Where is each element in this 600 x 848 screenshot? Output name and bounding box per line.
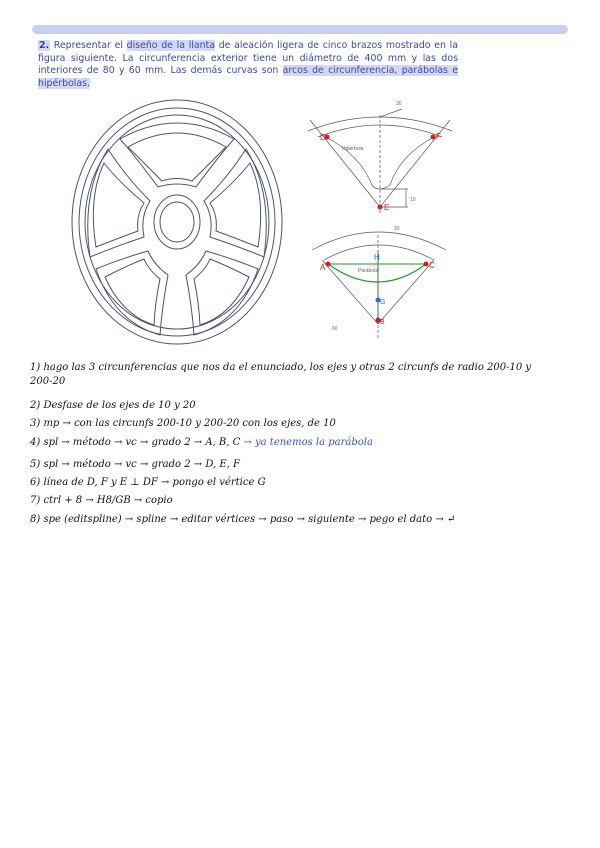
parabola-detail bbox=[310, 220, 450, 345]
svg-text:60: 60 bbox=[332, 326, 338, 332]
wheel-drawing bbox=[68, 97, 288, 355]
point-H: H bbox=[374, 253, 380, 262]
point-C: C bbox=[429, 261, 435, 270]
point-B: B bbox=[380, 319, 385, 326]
parabola-label: Parábola bbox=[358, 268, 379, 274]
svg-text:20: 20 bbox=[394, 226, 400, 232]
point-D: D bbox=[320, 133, 326, 142]
point-A: A bbox=[320, 263, 326, 272]
note-4: 4) spl → método → vc → grado 2 → A, B, C → ya tenemos la parábola bbox=[30, 437, 373, 448]
hyperbola-detail bbox=[300, 95, 460, 225]
point-E: E bbox=[384, 203, 390, 212]
note-3: 3) mp → con las circunfs 200-10 y 200-20 con los ejes, de 10 bbox=[30, 418, 336, 429]
svg-text:10: 10 bbox=[410, 197, 416, 203]
note-5: 5) spl → método → vc → grado 2 → D, E, F bbox=[30, 459, 240, 470]
point-F: F bbox=[436, 132, 441, 141]
note-2: 2) Desfase de los ejes de 10 y 20 bbox=[30, 400, 196, 411]
note-4-parabola-comment: → ya tenemos la parábola bbox=[240, 437, 373, 448]
svg-text:30: 30 bbox=[396, 101, 402, 107]
note-1-continued: 200-20 bbox=[30, 376, 66, 387]
highlight-rim-design: diseño de la llanta bbox=[126, 40, 216, 51]
hyperbola-label: Hipérbola bbox=[342, 146, 364, 152]
problem-statement: 2. Representar el diseño de la llanta de aleación ligera de cinco brazos mostrado en la figura siguiente. La circunferencia exterior tiene un diámetro de 400 mm y las dos interiores de 80 y 60 mm. Las demás curvas son arcos de circunferencia, parábolas e hipérbolas. bbox=[38, 40, 458, 89]
problem-number: 2. bbox=[39, 40, 50, 51]
note-6: 6) línea de D, F y E ⊥ DF → pongo el vértice G bbox=[30, 477, 266, 488]
point-G: G bbox=[380, 299, 386, 306]
header-bar bbox=[32, 25, 568, 34]
note-7: 7) ctrl + 8 → H8/GB → copio bbox=[30, 495, 173, 506]
note-1: 1) hago las 3 circunferencias que nos da el enunciado, los ejes y otras 2 circunfs de radio 200-10 y bbox=[30, 362, 532, 373]
note-8: 8) spe (editspline) → spline → editar vértices → paso → siguiente → pego el dato → ↵ bbox=[30, 514, 456, 525]
highlight-curves: arcos de circunferencia, parábolas e hipérbolas. bbox=[38, 65, 458, 89]
